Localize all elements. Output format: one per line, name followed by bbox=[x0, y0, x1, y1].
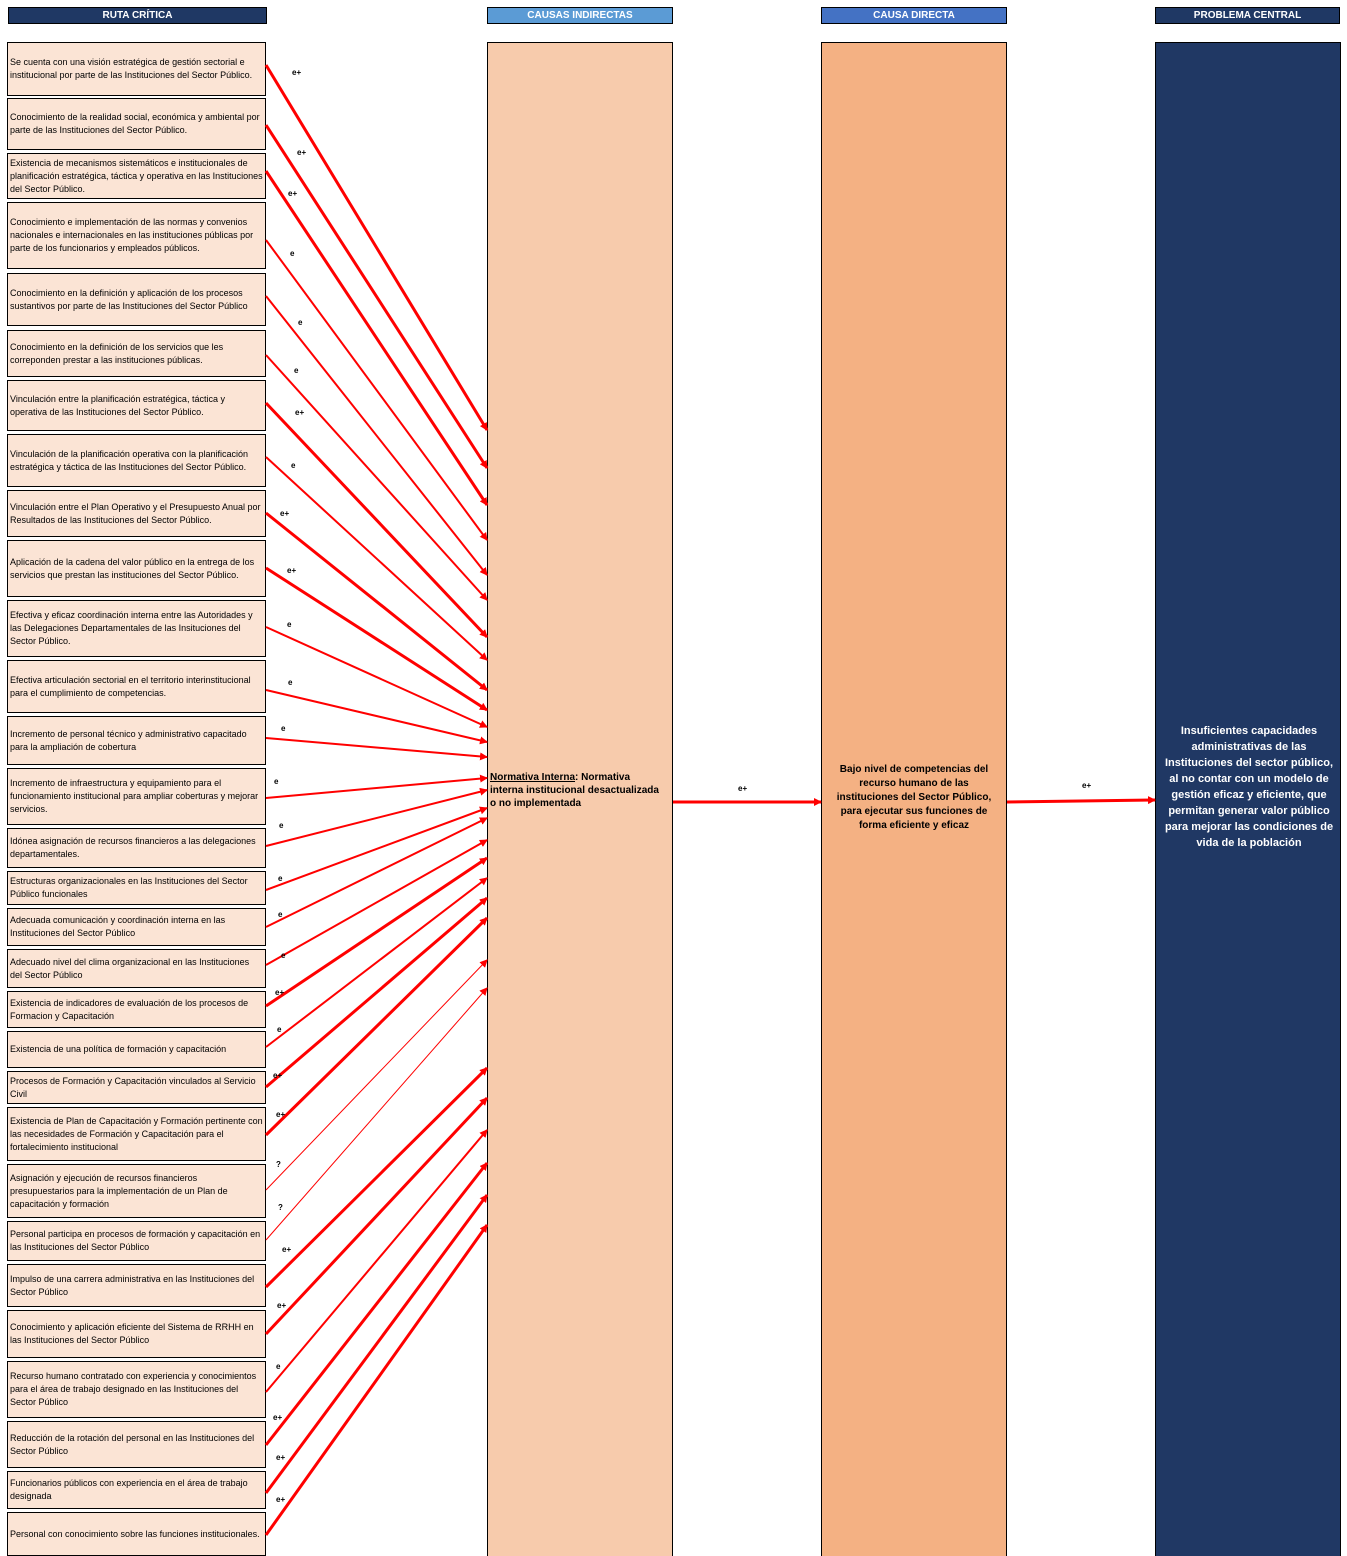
arrow-label: e bbox=[279, 821, 284, 830]
cause-text: Incremento de personal técnico y administrativo capacitado para la ampliación de cobertura bbox=[10, 728, 247, 752]
arrow-label: e+ bbox=[276, 1110, 286, 1119]
cause-text: Existencia de Plan de Capacitación y Formación pertinente con las necesidades de Formación y Capacitación para el fortalecimiento institucional bbox=[10, 1115, 263, 1152]
arrow-cause-to-indirect bbox=[266, 690, 487, 742]
arrow-label: e bbox=[281, 724, 286, 733]
arrow-label: e+ bbox=[276, 1495, 286, 1504]
arrow-cause-to-indirect bbox=[266, 790, 487, 846]
arrow-cause-to-indirect bbox=[266, 355, 487, 600]
cause-text: Vinculación entre el Plan Operativo y el Presupuesto Anual por Resultados de las Instituciones del Sector Público. bbox=[10, 501, 261, 525]
cause-text: Existencia de indicadores de evaluación de los procesos de Formacion y Capacitación bbox=[10, 997, 249, 1021]
cause-text: Adecuada comunicación y coordinación interna en las Instituciones del Sector Público bbox=[10, 915, 226, 938]
header-ruta-critica: RUTA CRÍTICA bbox=[8, 7, 267, 24]
arrow-cause-to-indirect bbox=[266, 457, 487, 660]
indirect-cause-body: : Normativa interna institucional desactualizada o no implementada bbox=[490, 772, 659, 809]
arrow-label: e bbox=[276, 1362, 281, 1371]
cause-text: Reducción de la rotación del personal en las Instituciones del Sector Público bbox=[10, 1432, 255, 1456]
arrow-cause-to-indirect bbox=[266, 1195, 487, 1493]
cause-text: Estructuras organizacionales en las Instituciones del Sector Público funcionales bbox=[10, 876, 248, 899]
cause-text: Conocimiento e implementación de las normas y convenios nacionales e internacionales en las instituciones públicas por parte de los funcionarios y empleados públicos. bbox=[10, 217, 254, 253]
arrow-label: e bbox=[298, 318, 303, 327]
cause-text: Conocimiento y aplicación eficiente del Sistema de RRHH en las Instituciones del Sector Público bbox=[10, 1322, 254, 1345]
arrow-cause-to-indirect bbox=[266, 898, 487, 1087]
cause-text: Conocimiento en la definición y aplicación de los procesos sustantivos por parte de las Instituciones del Sector Público bbox=[10, 287, 248, 311]
cause-text: Conocimiento de la realidad social, económica y ambiental por parte de las Instituciones del Sector Público. bbox=[10, 112, 260, 135]
arrow-label: e bbox=[277, 1025, 282, 1034]
arrow-label: ? bbox=[276, 1160, 281, 1169]
arrow-cause-to-indirect bbox=[266, 960, 487, 1190]
header-problema-central: PROBLEMA CENTRAL bbox=[1155, 7, 1340, 24]
cause-text: Personal participa en procesos de formación y capacitación en las Instituciones del Sector Público bbox=[10, 1229, 261, 1252]
arrow-label: e+ bbox=[275, 988, 285, 997]
arrow-label: e bbox=[278, 910, 283, 919]
arrow-cause-to-indirect bbox=[266, 627, 487, 727]
arrow-cause-to-indirect bbox=[266, 65, 487, 430]
arrow-label: e bbox=[287, 620, 292, 629]
cause-text: Existencia de una política de formación y capacitación bbox=[10, 1044, 227, 1054]
arrow-label: e bbox=[288, 678, 293, 687]
cause-text: Idónea asignación de recursos financieros a las delegaciones departamentales. bbox=[10, 836, 256, 859]
arrow-label: e bbox=[281, 951, 286, 960]
cause-text: Efectiva y eficaz coordinación interna entre las Autoridades y las Delegaciones Departamentales de las Insituciones del Sector Público. bbox=[10, 610, 253, 646]
arrow-cause-to-indirect bbox=[266, 858, 487, 1006]
arrow-cause-to-indirect bbox=[266, 778, 487, 798]
arrow-label: e bbox=[290, 249, 295, 258]
header-causa-directa: CAUSA DIRECTA bbox=[821, 7, 1007, 24]
indirect-cause-title: Normativa Interna bbox=[490, 772, 576, 783]
arrow-label: ? bbox=[278, 1203, 283, 1212]
central-problem-text: Insuficientes capacidades administrativas de las Instituciones del sector público, al no contar con un modelo de gestión eficaz y eficiente, que permitan generar valor público para mejorar las condiciones de vida de la población bbox=[1164, 725, 1334, 849]
arrow-label: e+ bbox=[287, 566, 297, 575]
arrow-label: e+ bbox=[295, 408, 305, 417]
arrow-label: e+ bbox=[273, 1071, 283, 1080]
direct-cause-text: Bajo nivel de competencias del recurso humano de las instituciones del Sector Público, para ejecutar sus funciones de forma eficiente y eficaz bbox=[836, 764, 992, 831]
cause-text: Existencia de mecanismos sistemáticos e institucionales de planificación estratégica, táctica y operativa en las Instituciones del Sector Público. bbox=[10, 157, 263, 194]
label-direct-to-problem: e+ bbox=[1082, 781, 1092, 790]
cause-text: Incremento de infraestructura y equipamiento para el funcionamiento institucional para ampliar coberturas y mejorar servicios. bbox=[10, 778, 259, 814]
arrow-label: e+ bbox=[282, 1245, 292, 1254]
cause-text: Procesos de Formación y Capacitación vinculados al Servicio Civil bbox=[10, 1075, 256, 1099]
cause-text: Adecuado nivel del clima organizacional en las Instituciones del Sector Público bbox=[10, 956, 250, 980]
arrow-label: e+ bbox=[288, 189, 298, 198]
cause-text: Vinculación entre la planificación estratégica, táctica y operativa de las Instituciones del Sector Público. bbox=[10, 393, 225, 417]
arrow-label: e bbox=[278, 874, 283, 883]
header-causas-indirectas: CAUSAS INDIRECTAS bbox=[487, 7, 673, 24]
arrow-cause-to-indirect bbox=[266, 1163, 487, 1445]
cause-text: Vinculación de la planificación operativa con la planificación estratégica y táctica de las Instituciones del Sector Público. bbox=[10, 448, 248, 472]
arrow-label: e+ bbox=[277, 1301, 287, 1310]
arrow-cause-to-indirect bbox=[266, 808, 487, 890]
cause-text: Efectiva articulación sectorial en el territorio interinstitucional para el cumplimiento de competencias. bbox=[10, 674, 251, 698]
cause-text: Aplicación de la cadena del valor público en la entrega de los servicios que prestan las instituciones del Sector Público. bbox=[10, 556, 255, 580]
arrow-label: e bbox=[274, 777, 279, 786]
arrow-direct-to-problem bbox=[1007, 800, 1155, 802]
cause-text: Recurso humano contratado con experiencia y conocimientos para el área de trabajo designado en las Instituciones del Sector Público bbox=[10, 1371, 257, 1407]
arrow-cause-to-indirect bbox=[266, 818, 487, 927]
arrow-cause-to-indirect bbox=[266, 1098, 487, 1334]
cause-text: Impulso de una carrera administrativa en las Instituciones del Sector Público bbox=[10, 1273, 255, 1297]
arrow-label: e+ bbox=[297, 148, 307, 157]
arrow-label: e+ bbox=[273, 1413, 283, 1422]
arrow-cause-to-indirect bbox=[266, 568, 487, 710]
cause-text: Conocimiento en la definición de los servicios que les correponden prestar a las instituciones públicas. bbox=[10, 341, 224, 365]
cause-text: Funcionarios públicos con experiencia en el área de trabajo designada bbox=[10, 1478, 248, 1501]
arrow-cause-to-indirect bbox=[266, 738, 487, 757]
cause-text: Asignación y ejecución de recursos financieros presupuestarios para la implementación de un Plan de capacitación y formación bbox=[10, 1172, 228, 1209]
arrow-cause-to-indirect bbox=[266, 240, 487, 540]
arrow-label: e+ bbox=[280, 509, 290, 518]
cause-text: Se cuenta con una visión estratégica de gestión sectorial e institucional por parte de las Instituciones del Sector Público. bbox=[10, 57, 253, 80]
arrow-cause-to-indirect bbox=[266, 1130, 487, 1392]
arrow-label: e bbox=[294, 366, 299, 375]
arrow-label: e+ bbox=[292, 68, 302, 77]
arrow-label: e bbox=[291, 461, 296, 470]
arrow-cause-to-indirect bbox=[266, 1225, 487, 1535]
label-indirect-to-direct: e+ bbox=[738, 784, 748, 793]
arrow-label: e+ bbox=[276, 1453, 286, 1462]
cause-text: Personal con conocimiento sobre las funciones institucionales. bbox=[10, 1528, 260, 1539]
